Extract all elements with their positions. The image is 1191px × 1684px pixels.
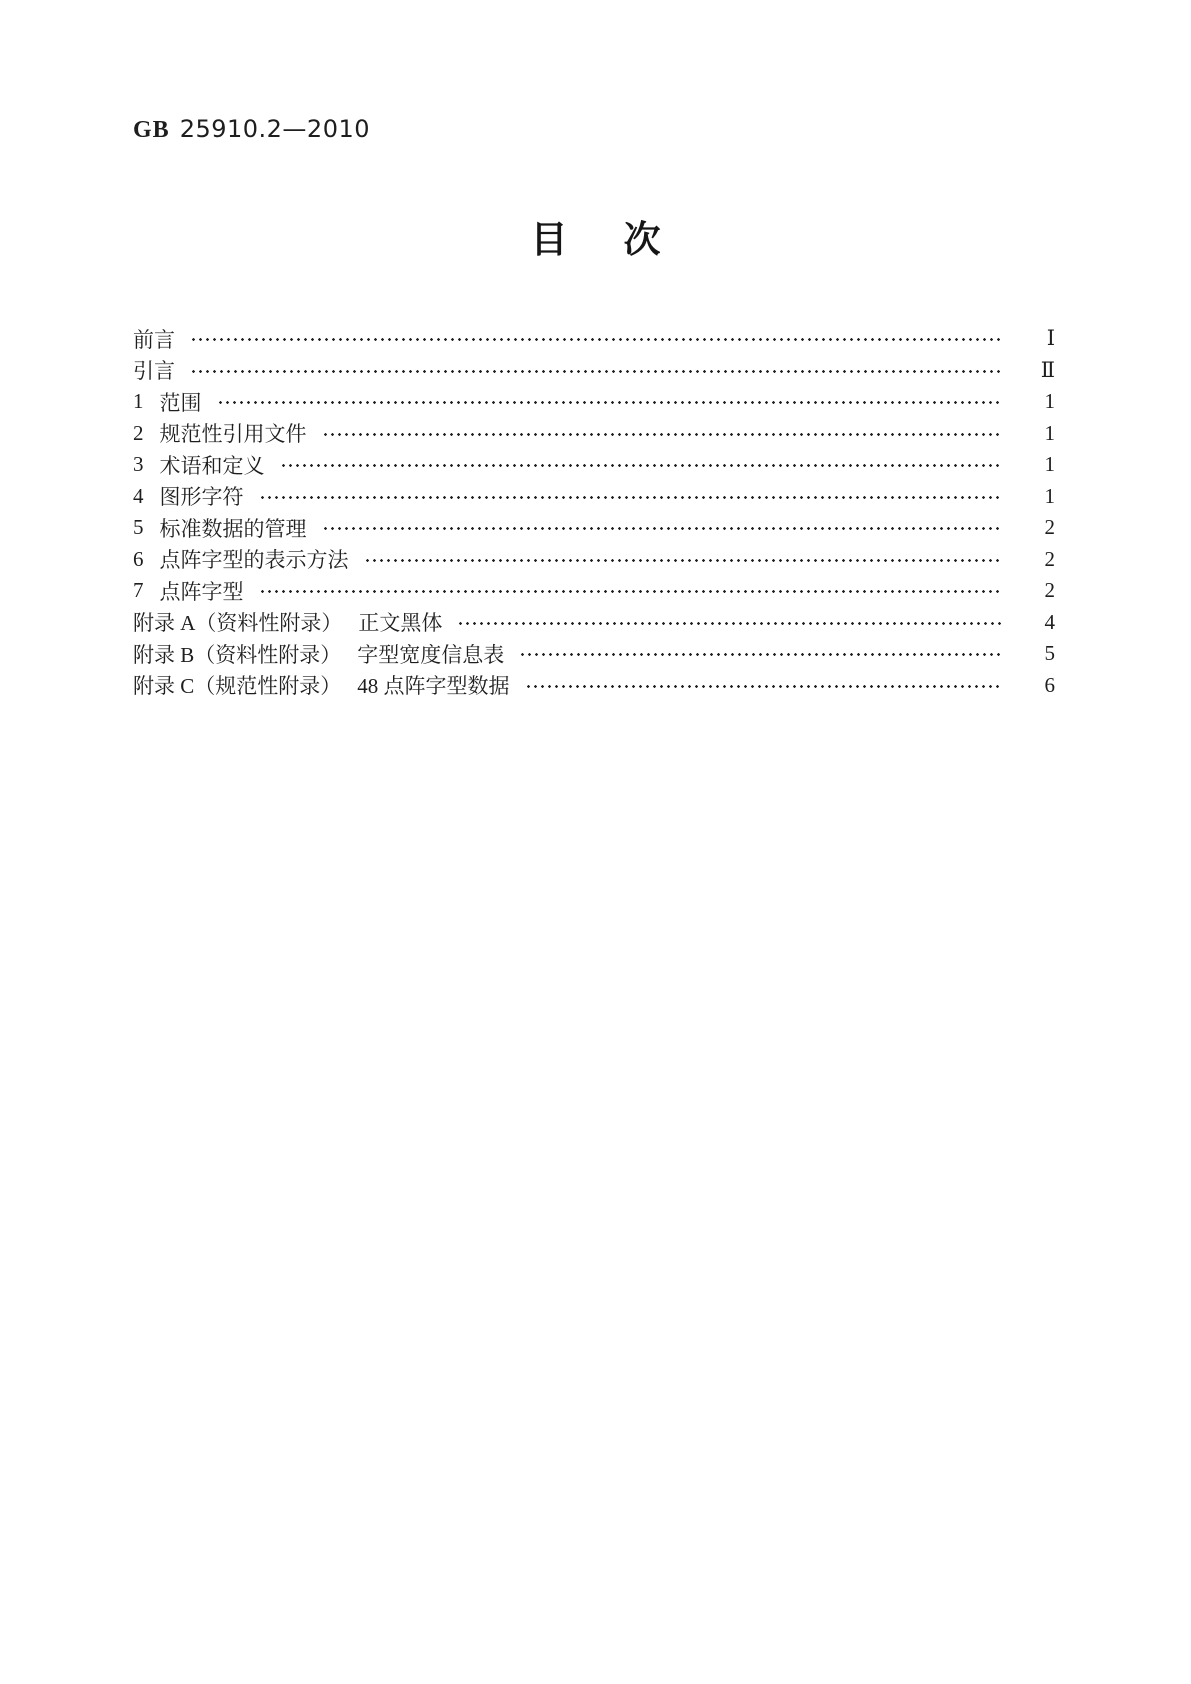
toc-entry-page-number: 2 [1044,515,1055,540]
toc-entry-page-number: Ⅰ [1046,326,1055,351]
standard-code [133,114,370,145]
toc-entry-title: 引言 [133,359,175,384]
toc-entry [133,481,1055,513]
toc-entry [133,575,1055,607]
toc-entry-prefix: 附录 A（资料性附录） [133,611,343,636]
table-of-contents [133,323,1055,701]
toc-dot-leader [257,575,1002,607]
standard-code-prefix: GB [133,117,170,143]
toc-dot-leader [362,544,1002,576]
toc-entry [133,638,1055,670]
toc-dot-leader [188,355,1001,387]
toc-entry-prefix: 附录 B（资料性附录） [133,642,342,667]
toc-entry [133,670,1055,702]
toc-entry-title: 前言 [133,327,175,352]
page-title-char-1: 目 [530,218,568,261]
toc-entry-prefix: 5 [133,515,144,540]
toc-entry-title: 字型宽度信息表 [357,642,505,667]
toc-entry-page-number: 5 [1044,641,1055,666]
page-title [0,218,1191,262]
toc-entry-page-number: 2 [1044,546,1055,571]
toc-dot-leader [517,638,1001,670]
toc-entry [133,386,1055,418]
toc-dot-leader [257,481,1002,513]
toc-entry-title: 点阵字型 [159,579,244,604]
standard-code-number: 25910.2—2010 [179,115,371,143]
toc-entry [133,418,1055,450]
toc-entry-page-number: Ⅱ [1040,357,1055,382]
toc-entry-page-number: 4 [1044,609,1055,634]
toc-entry-prefix: 1 [133,389,144,414]
toc-entry [133,449,1055,481]
toc-entry-prefix: 3 [133,452,144,477]
toc-entry-page-number: 1 [1044,452,1055,477]
toc-dot-leader [320,418,1002,450]
toc-entry [133,355,1055,387]
toc-entry [133,323,1055,355]
toc-entry-prefix: 2 [133,420,144,445]
toc-entry-title: 术语和定义 [159,453,265,478]
toc-entry-prefix: 附录 C（规范性附录） [133,674,342,699]
toc-entry-page-number: 2 [1044,578,1055,603]
toc-dot-leader [523,670,1001,702]
toc-entry-page-number: 6 [1044,672,1055,697]
toc-entry-page-number: 1 [1044,483,1055,508]
toc-entry [133,544,1055,576]
toc-entry-prefix: 4 [133,483,144,508]
toc-entry [133,512,1055,544]
toc-entry-title: 正文黑体 [358,611,443,636]
toc-entry-title: 点阵字型的表示方法 [159,548,349,573]
toc-entry-prefix: 7 [133,578,144,603]
toc-entry-page-number: 1 [1044,389,1055,414]
toc-dot-leader [215,386,1002,418]
toc-entry [133,607,1055,639]
toc-entry-title: 48 点阵字型数据 [357,674,510,699]
toc-dot-leader [278,449,1002,481]
toc-dot-leader [455,607,1001,639]
page-title-char-2: 次 [623,218,661,261]
toc-dot-leader [320,512,1002,544]
toc-entry-title: 标准数据的管理 [159,516,307,541]
toc-entry-page-number: 1 [1044,420,1055,445]
toc-entry-prefix: 6 [133,546,144,571]
toc-entry-title: 规范性引用文件 [159,422,307,447]
toc-entry-title: 范围 [159,390,202,415]
toc-entry-title: 图形字符 [159,485,244,510]
toc-dot-leader [188,323,1001,355]
